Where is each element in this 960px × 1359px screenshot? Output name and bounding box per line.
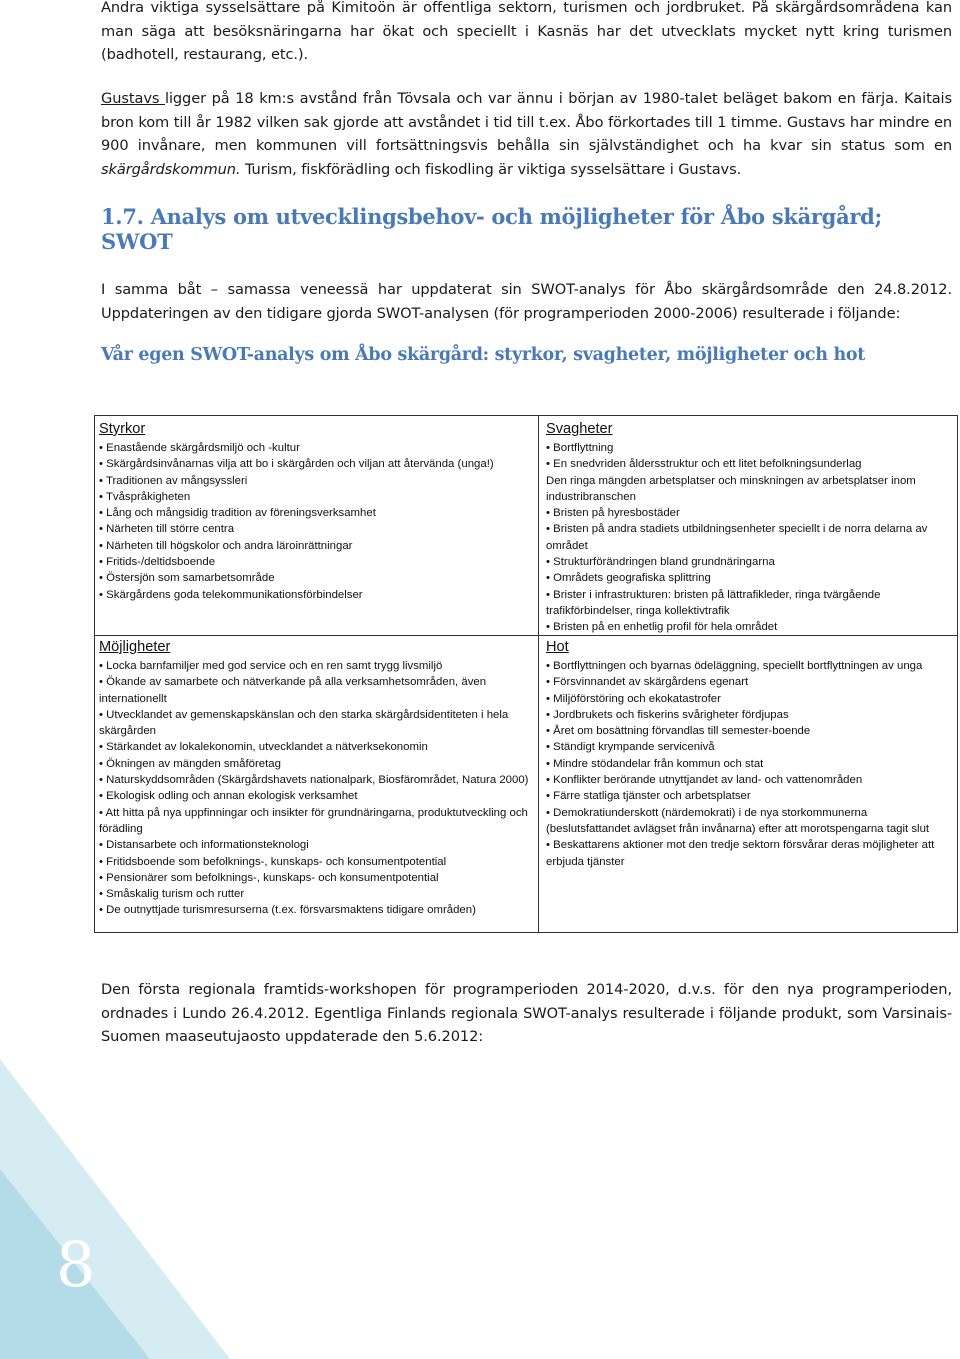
list-item: • Strukturförändringen bland grundnäringarna — [546, 556, 775, 569]
workshop-paragraph: Den första regionala framtids-workshopen för programperioden 2014-2020, d.v.s. för den nya programperioden, ordnades i Lundo 26.4.2012. Egentliga Finlands regionala SWOT-analys resulterade i följande produkt, som Varsinais-Suomen maaseutujaosto uppdaterade den 5.6.2012: — [101, 981, 952, 1046]
list-item: • Ökande av samarbete och nätverkande på alla verksamhetsområden, även internationellt — [99, 676, 487, 705]
list-item: • Bristen på andra stadiets utbildningsenheter speciellt i de norra delarna av området — [546, 523, 928, 552]
list-item: • Östersjön som samarbetsområde — [99, 572, 275, 585]
opportunities-title: Möjligheter — [99, 639, 171, 655]
swot-intro-paragraph: I samma båt – samassa veneessä har uppdaterat sin SWOT-analys för Åbo skärgårdsområde den 24.8.2012. Uppdateringen av den tidigare gjorda SWOT-analysen (för programperioden 2000-2006) resulterade i följande: — [101, 281, 952, 322]
list-item: • De outnyttjade turismresurserna (t.ex. försvarsmaktens tidigare områden) — [99, 904, 476, 917]
gustavs-text-1: ligger på 18 km:s avstånd från Tövsala och var ännu i början av 1980-talet beläget bakom en färja. Kaitais bron kom till år 1982 vilken sak gjorde att avståndet i tid till t.ex. Åbo förkortades till 1 timme. Gustavs har mindre en 900 invånare, men kommunen vill fortsättningsvis behålla sin självständighet och ha kvar sin status som en — [101, 90, 952, 155]
list-item: • Fritidsboende som befolknings-, kunskaps- och konsumentpotential — [99, 855, 447, 868]
list-item: • Beskattarens aktioner mot den tredje sektorn försvårar deras möjligheter att erbjuda tjänster — [546, 839, 935, 868]
page-number: 8 — [56, 1228, 96, 1301]
list-item: • Närheten till högskolor och andra läroinrättningar — [99, 539, 353, 552]
list-item: • Året om bosättning förvandlas till semester-boende — [546, 725, 811, 738]
list-item: • Småskalig turism och rutter — [99, 888, 245, 901]
list-item: • Miljöförstöring och ekokatastrofer — [546, 692, 721, 705]
list-item: • Närheten till större centra — [99, 523, 235, 536]
list-item: • Ständigt krympande servicenivå — [546, 741, 715, 754]
list-item: • Bortflyttningen och byarnas ödeläggning, speciellt bortflyttningen av unga — [546, 660, 923, 672]
swot-table — [94, 415, 958, 933]
opportunities-list — [99, 658, 531, 919]
threats-list — [546, 658, 951, 870]
list-item: • Att hitta på nya uppfinningar och insikter för grundnäringarna, produktutveckling och förädling — [99, 806, 528, 835]
weaknesses-title: Svagheter — [546, 421, 613, 437]
list-item: • Mindre stödandelar från kommun och stat — [546, 757, 764, 770]
list-item: • Utvecklandet av gemenskapskänslan och den starka skärgårdsidentiteten i hela skärgården — [99, 708, 509, 738]
list-item: • Demokratiunderskott (närdemokrati) i de nya storkommunerna (beslutsfattandet avlägset från invånarna) efter att morotspengarna tagit slut — [546, 806, 930, 835]
strengths-list — [99, 440, 531, 603]
list-item: • Skärgårdens goda telekommunikationsförbindelser — [99, 588, 363, 601]
list-item: • Stärkandet av lokalekonomin, utvecklandet a nätverksekonomin — [99, 741, 428, 754]
intro-paragraph: Andra viktiga sysselsättare på Kimitoön är offentliga sektorn, turismen och jordbruket. På skärgårdsområdena kan man säga att besöksnäringarna har ökat och speciellt i Kasnäs har det utvecklats mycket nytt kring turismen (badhotell, restaurang, etc.). — [101, 0, 952, 64]
swot-subheading: Vår egen SWOT-analys om Åbo skärgård: styrkor, svagheter, möjligheter och hot — [101, 345, 866, 365]
list-item: • Locka barnfamiljer med god service och en ren samt trygg livsmiljö — [99, 660, 443, 672]
list-item: • Färre statliga tjänster och arbetsplatser — [546, 790, 751, 803]
list-item: • Naturskyddsområden (Skärgårdshavets nationalpark, Biosfärområdet, Natura 2000) — [99, 774, 529, 787]
gustavs-link[interactable]: Gustavs — [101, 90, 165, 107]
corner-decoration — [0, 1059, 230, 1359]
list-item: • Bristen på hyresbostäder — [546, 507, 680, 520]
swot-vertical-divider — [538, 416, 539, 932]
list-item: Den ringa mängden arbetsplatser och minskningen av arbetsplatser inom industribranschen — [546, 474, 916, 503]
list-item: • Jordbrukets och fiskerins svårigheter fördjupas — [546, 708, 789, 721]
section-heading: 1.7. Analys om utvecklingsbehov- och möjligheter för Åbo skärgård; SWOT — [101, 204, 882, 254]
list-item: • Brister i infrastrukturen: bristen på lättrafikleder, ringa tvärgående trafikförbindelser, ringa kollektivtrafik — [546, 588, 881, 617]
gustavs-text-2: Turism, fiskförädling och fiskodling är viktiga sysselsättare i Gustavs. — [240, 160, 742, 178]
list-item: • Fritids-/deltidsboende — [99, 556, 216, 569]
list-item: • Områdets geografiska splittring — [546, 572, 711, 585]
list-item: • En snedvriden åldersstruktur och ett litet befolkningsunderlag — [546, 458, 862, 471]
list-item: • Traditionen av mångsyssleri — [99, 474, 248, 487]
list-item: • Pensionärer som befolknings-, kunskaps- och konsumentpotential — [99, 871, 439, 884]
list-item: • Bristen på en enhetlig profil för hela området — [546, 621, 778, 634]
swot-weaknesses-cell — [546, 419, 951, 636]
gustavs-paragraph — [101, 87, 952, 181]
list-item: • Bortflyttning — [546, 442, 614, 454]
list-item: • Ökningen av mängden småföretag — [99, 757, 281, 770]
weaknesses-list — [546, 440, 951, 636]
list-item: • Distansarbete och informationsteknologi — [99, 839, 309, 852]
swot-threats-cell — [546, 637, 951, 870]
list-item: • Tvåspråkigheten — [99, 490, 191, 503]
strengths-title: Styrkor — [99, 421, 146, 437]
list-item: • Skärgårdsinvånarnas vilja att bo i skärgården och viljan att återvända (unga!) — [99, 458, 494, 471]
list-item: • Konflikter berörande utnyttjandet av land- och vattenområden — [546, 774, 863, 787]
list-item: • Lång och mångsidig tradition av föreningsverksamhet — [99, 507, 376, 520]
gustavs-italic: skärgårdskommun. — [101, 160, 241, 178]
list-item: • Ekologisk odling och annan ekologisk verksamhet — [99, 790, 358, 803]
list-item: • Försvinnandet av skärgårdens egenart — [546, 676, 749, 689]
threats-title: Hot — [546, 639, 569, 655]
list-item: • Enastående skärgårdsmiljö och -kultur — [99, 442, 300, 454]
swot-strengths-cell — [99, 419, 531, 603]
swot-opportunities-cell — [99, 637, 531, 919]
